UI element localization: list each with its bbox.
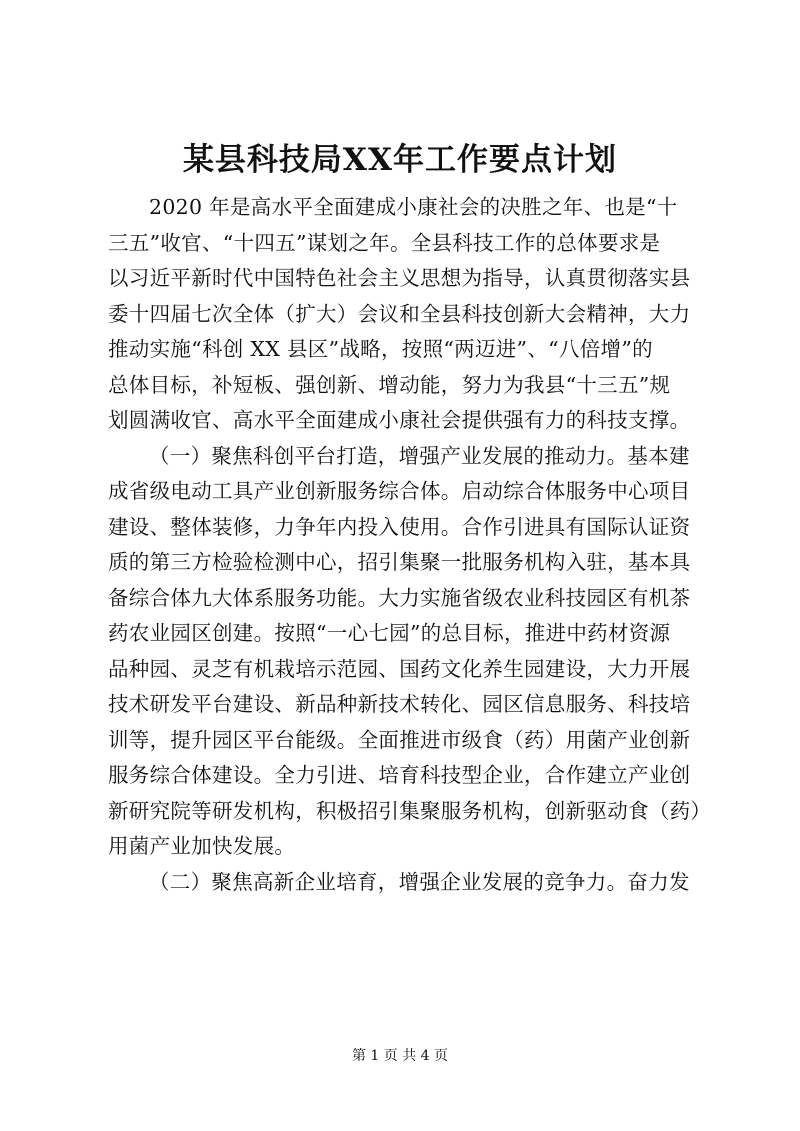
body-line: 服务综合体建设。全力引进、培育科技型企业，合作建立产业创: [108, 763, 691, 787]
body-line: 技术研发平台建设、新品种新技术转化、园区信息服务、科技培: [108, 692, 691, 716]
document-title: 某县科技局XX年工作要点计划: [182, 142, 618, 178]
body-line: 建设、整体装修，力争年内投入使用。合作引进具有国际认证资: [108, 514, 691, 539]
body-line: 质的第三方检验检测中心，招引集聚一批服务机构入驻，基本具: [108, 550, 691, 574]
document-body: [108, 190, 710, 900]
body-line: 品种园、灵芝有机栽培示范园、国药文化养生园建设，大力开展: [108, 656, 691, 681]
body-line: 划圆满收官、高水平全面建成小康社会提供强有力的科技支撑。: [108, 408, 691, 432]
body-line: 以习近平新时代中国特色社会主义思想为指导，认真贯彻落实县: [108, 266, 691, 290]
body-line: 三五”收官、“十四五”谋划之年。全县科技工作的总体要求是: [108, 230, 661, 255]
body-line: 总体目标，补短板、强创新、增动能，努力为我县“十三五”规: [108, 372, 671, 397]
body-line: 用菌产业加快发展。: [108, 834, 296, 858]
page-footer: 第 1 页 共 4 页: [351, 1048, 449, 1064]
body-line: 成省级电动工具产业创新服务综合体。启动综合体服务中心项目: [108, 479, 691, 503]
body-line: 备综合体九大体系服务功能。大力实施省级农业科技园区有机茶: [108, 585, 691, 610]
body-line: 训等，提升园区平台能级。全面推进市级食（药）用菌产业创新: [108, 727, 691, 752]
body-line: 2020 年是高水平全面建成小康社会的决胜之年、也是“十: [149, 195, 678, 219]
body-line: 委十四届七次全体（扩大）会议和全县科技创新大会精神，大力: [108, 301, 691, 326]
body-line: 推动实施“科创 XX 县区”战略，按照“两迈进”、“八倍增”的: [108, 337, 653, 361]
body-line: （一）聚焦科创平台打造，增强产业发展的推动力。基本建: [149, 443, 690, 468]
body-line: （二）聚焦高新企业培育，增强企业发展的竞争力。奋力发: [149, 869, 690, 894]
body-line: 药农业园区创建。按照“一心七园”的总目标，推进中药材资源: [108, 621, 671, 645]
body-line: 新研究院等研发机构，积极招引集聚服务机构，创新驱动食（药）: [108, 798, 712, 823]
